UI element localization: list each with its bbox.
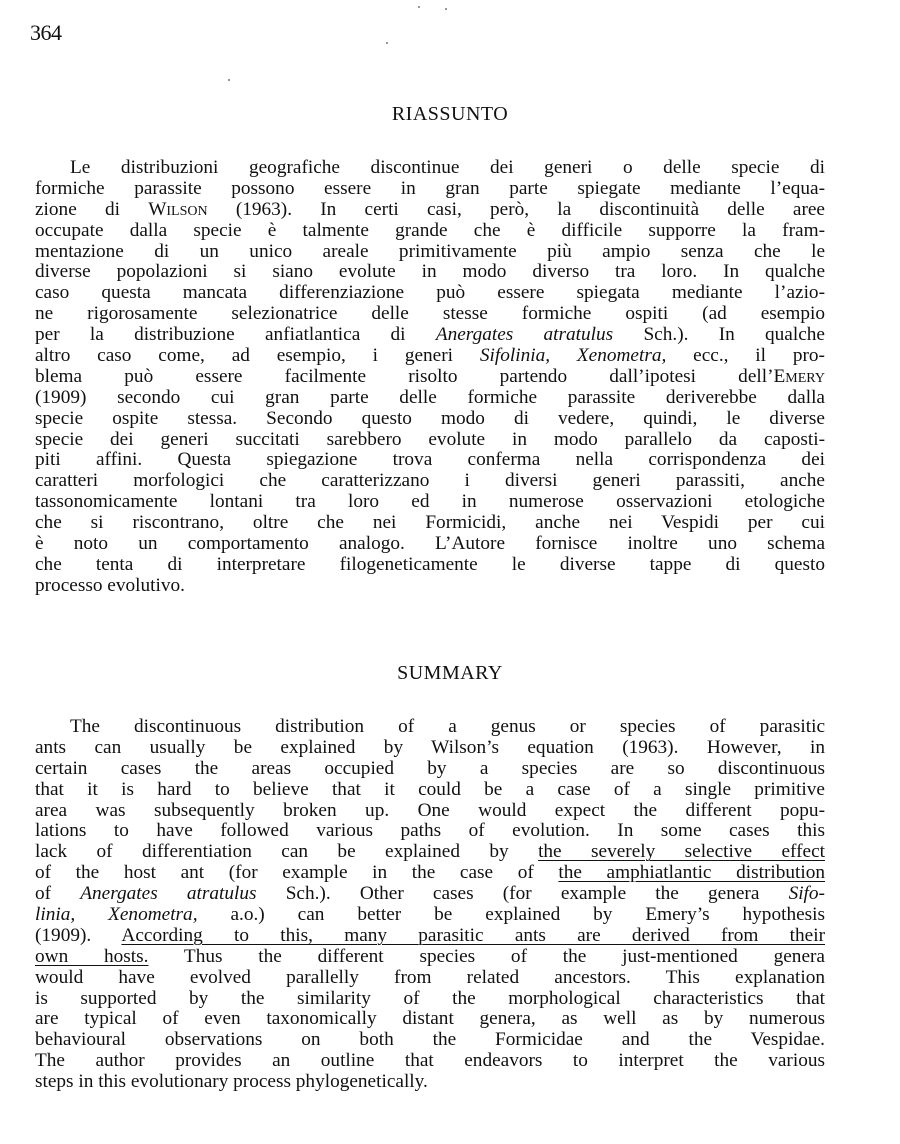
text-line: diverse popolazioni si siano evolute in modo diverso tra loro. In qualche <box>35 261 825 283</box>
text-line: zione di Wilson (1963). In certi casi, però, la discontinuità delle aree <box>35 198 825 220</box>
genus-names: linia, Xenometra, <box>35 904 198 926</box>
genus-names: Sifolinia, Xenometra, <box>479 345 667 367</box>
text-line: (1909). According to this, many parasitic ants are derived from their <box>35 924 826 946</box>
text-line: caratteri morfologici che caratterizzano i diversi generi parassiti, anche <box>35 470 825 492</box>
text-line: certain cases the areas occupied by a species are so discontinuous <box>35 757 825 779</box>
text-line: linia, Xenometra, a.o.) can better be explained by Emery’s hypothesis <box>35 904 826 926</box>
scan-speck <box>445 8 447 10</box>
text-line: of Anergates atratulus Sch.). Other cases (for example the genera Sifo- <box>35 883 825 905</box>
page-number: 364 <box>30 20 62 45</box>
text-line: caso questa mancata differenziazione può essere spiegata mediante l’azio- <box>35 282 825 304</box>
text-line: formiche parassite possono essere in gran parte spiegate mediante l’equa- <box>35 177 825 199</box>
text-line: è noto un comportamento analogo. L’Autore fornisce inoltre uno schema <box>35 533 825 555</box>
text-line: (1909) secondo cui gran parte delle formiche parassite deriverebbe dalla <box>35 386 825 408</box>
scan-speck <box>386 42 388 44</box>
text-line: per la distribuzione anfiatlantica di Anergates atratulus Sch.). In qualche <box>35 324 825 346</box>
text-line: steps in this evolutionary process phylogenetically. <box>35 1071 428 1093</box>
handwritten-underline: According to this, many parasitic ants are derived from their <box>121 924 826 946</box>
text-line: occupate dalla specie è talmente grande che è difficile supporre la fram- <box>35 219 825 241</box>
text-line: mentazione di un unico areale primitivamente più ampio senza che le <box>35 240 825 262</box>
text-line: area was subsequently broken up. One would expect the different popu- <box>35 799 825 821</box>
handwritten-underline: own hosts. <box>35 945 149 967</box>
text-line: are typical of even taxonomically distant genera, as well as by numerous <box>35 1008 825 1030</box>
text-line: che si riscontrano, oltre che nei Formicidi, anche nei Vespidi per cui <box>35 512 825 534</box>
text-line: che tenta di interpretare filogeneticamente le diverse tappe di questo <box>35 553 825 575</box>
text-line: specie dei generi succitati sarebbero evolute in modo parallelo da caposti- <box>35 428 825 450</box>
text-line: ne rigorosamente selezionatrice delle stesse formiche ospiti (ad esempio <box>35 303 825 325</box>
text-line: own hosts. Thus the different species of the just-mentioned genera <box>35 945 825 967</box>
species-name: Anergates atratulus <box>435 324 614 346</box>
text-line: ants can usually be explained by Wilson’s equation (1963). However, in <box>35 736 825 758</box>
text-line: lations to have followed various paths of evolution. In some cases this <box>35 820 825 842</box>
riassunto-heading: RIASSUNTO <box>391 103 509 125</box>
summary-paragraph <box>35 717 825 1093</box>
text-line: of the host ant (for example in the case of the amphiatlantic distribution <box>35 862 826 884</box>
scan-speck <box>418 6 420 8</box>
text-line: altro caso come, ad esempio, i generi Sifolinia, Xenometra, ecc., il pro- <box>35 345 825 367</box>
handwritten-underline: the severely selective effect <box>538 841 826 863</box>
text-line: processo evolutivo. <box>35 574 185 596</box>
text-line: is supported by the similarity of the morphological characteristics that <box>35 987 825 1009</box>
author-name: Emery <box>773 365 825 387</box>
text-line: specie ospite stessa. Secondo questo modo di vedere, quindi, le diverse <box>35 407 825 429</box>
riassunto-paragraph <box>35 158 825 597</box>
text-line: tassonomicamente lontani tra loro ed in numerose osservazioni etologiche <box>35 491 825 513</box>
text-line: piti affini. Questa spiegazione trova conferma nella corrispondenza dei <box>35 449 825 471</box>
text-line: that it is hard to believe that it could be a case of a single primitive <box>35 778 825 800</box>
scan-speck <box>228 79 230 81</box>
summary-heading: SUMMARY <box>397 662 503 684</box>
text-line: lack of differentiation can be explained by the severely selective effect <box>35 841 826 863</box>
text-line: The discontinuous distribution of a genus or species of parasitic <box>70 716 825 737</box>
handwritten-underline: the amphiatlantic distribution <box>558 862 826 884</box>
text-line: blema può essere facilmente risolto partendo dall’ipotesi dell’Emery <box>35 365 825 387</box>
text-line: behavioural observations on both the Formicidae and the Vespidae. <box>35 1029 825 1051</box>
species-name: Anergates atratulus <box>80 883 257 905</box>
text-line: Le distribuzioni geografiche discontinue dei generi o delle specie di <box>70 157 825 178</box>
genus-name: Sifo- <box>788 883 825 905</box>
author-name: Wilson <box>148 198 208 220</box>
text-line: would have evolved parallelly from related ancestors. This explanation <box>35 966 825 988</box>
text-line: The author provides an outline that endeavors to interpret the various <box>35 1050 825 1072</box>
